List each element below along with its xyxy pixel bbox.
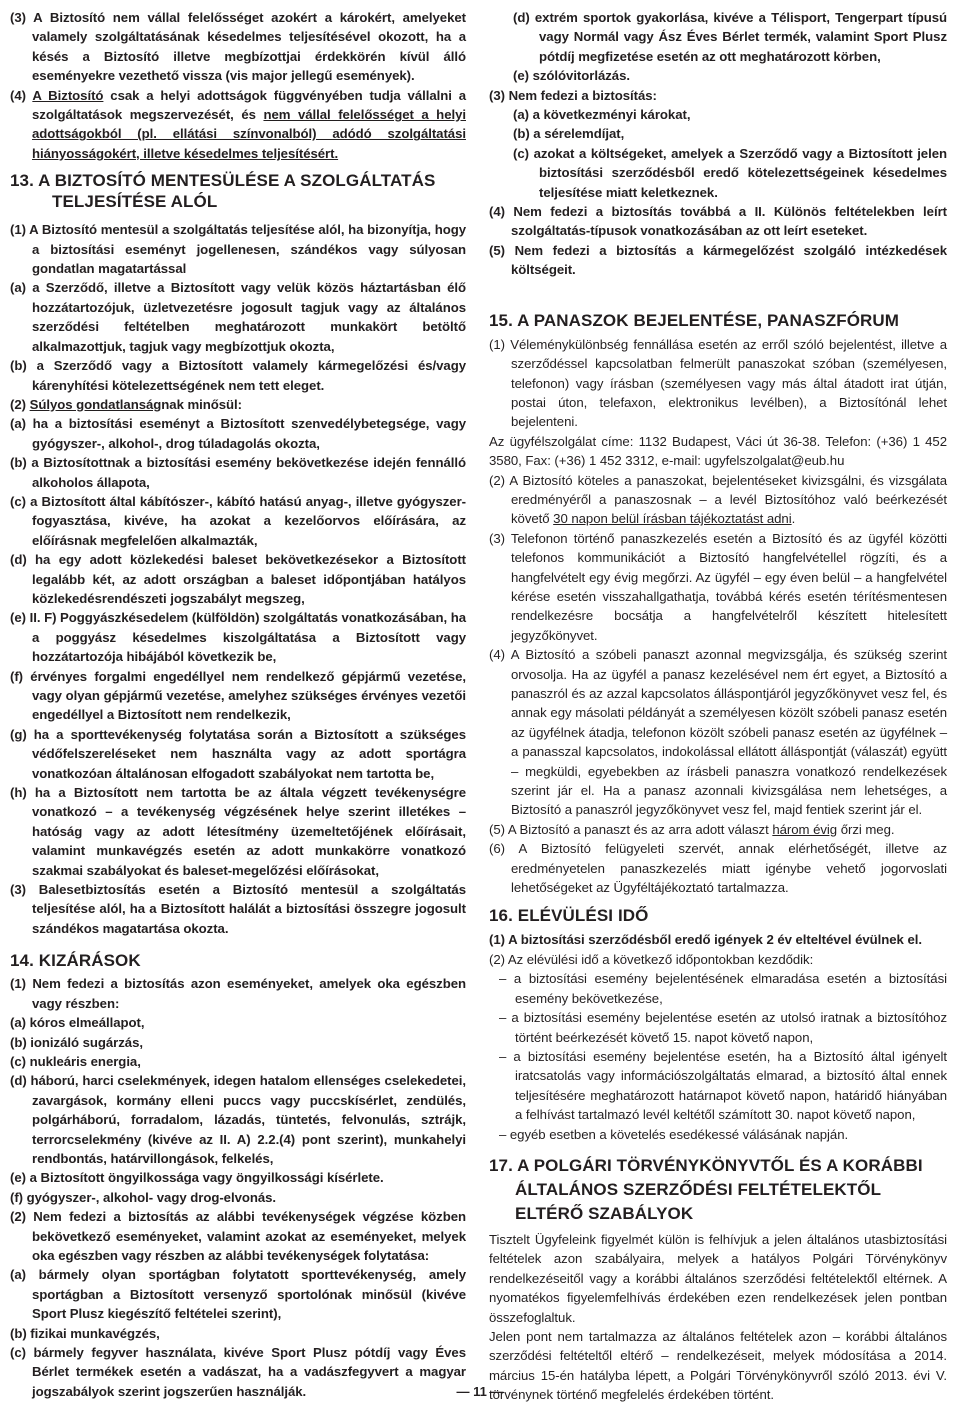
clause-15-5-period: három évig xyxy=(772,821,838,837)
clause-13-2c: (c) a Biztosított által kábítószer-, kábító hatású anyag-, illetve gyógyszer-fogyasztása, kivéve, ha azokat a kezelőorvos előírására, az előírásnak megfelelően alkalmazták, xyxy=(10,493,466,548)
clause-14-3a: (a) a következményi károkat, xyxy=(513,107,691,123)
clause-14-1e: (e) a Biztosított öngyilkossága vagy öngyilkossági kísérlete. xyxy=(10,1170,384,1186)
clause-13-2g: (g) ha a sporttevékenység folytatása során a Biztosított a szükséges védőfelszereléseket nem használta vagy az adott sportágra vonatkozóan általánosan elfogadott szabályokat nem tartotta be, xyxy=(10,726,466,781)
clause-13-2 xyxy=(10,395,466,414)
clause-15-6: (6) A Biztosító felügyeleti szervét, annak elérhetőségét, illetve az eredményetelen panaszkezelés miatt igénybe vehető jogorvoslati lehetőségeket az Ügyféltájékoztató tartalmazza. xyxy=(489,841,947,896)
clause-16-dash-3: – a biztosítási esemény bejelentése esetén, ha a Biztosító által igényelt iratcsatolás vagy információszolgáltatás elmarad, a biztosító által ennek teljesítésére meghatározott határnapot követő napon, határidő hiányában a felhívást tartalmazó levél keltétől számított 30. napot követő napon, xyxy=(499,1048,947,1123)
section-13-heading: 13. A BIZTOSÍTÓ MENTESÜLÉSE A SZOLGÁLTATÁS TELJESÍTÉSE ALÓL xyxy=(10,171,436,212)
clause-14-2b: (b) fizikai munkavégzés, xyxy=(10,1325,160,1341)
clause-13-3: (3) Balesetbiztosítás esetén a Biztosító mentesül a szolgáltatás teljesítése alól, ha a Biztosított halálát a biztosítási összegre jogosult szándékos magatartása okozta. xyxy=(10,882,466,936)
clause-15-3: (3) Telefonon történő panaszkezelés esetén a Biztosító és az ügyfél közötti telefonos kommunikációt a Biztosító hangfelvétellel rögzíti, és a hangfelvételt egy évig megőrzi. Az ügyfél – egy éven belül – a hangfelvétel kérése esetén visszahallgathatja, továbbá kérés esetén térítésmentesen rendelkezésre bocsátja a hangfelvételről készített hitelesített jegyzőkönyvet. xyxy=(489,530,947,643)
clause-17-paragraph-2: Jelen pont nem tartalmazza az általános feltételek azon – korábbi általános szerződési feltételtől eltérő – rendelkezéseit, melyek módosítása a 2014. március 15-én hatályba lépett, a Polgári Törvénykönyvről szóló 2013. évi V. törvénynek történő megfelelés érdekében történt. xyxy=(489,1328,947,1403)
left-column xyxy=(10,8,466,1401)
clause-13-1b: (b) a Szerződő vagy a Biztosított valamely kármegelőzési és/vagy kárenyhítési kötelezettségének nem tett eleget. xyxy=(10,358,466,393)
clause-13-2h: (h) ha a Biztosított nem tartotta be az általa végzett tevékenységre vonatkozó – a tevékenység végzésének helye szerint illetékes – hatóság vagy az adott létesítmény üzemeltetőjének előírásait, valamint munkavégzés esetén az adott munkakörre vonatkozó szakmai szabályokat és baleset-megelőzési előírásokat, xyxy=(10,785,466,878)
clause-13-2a: (a) ha a biztosítási eseményt a Biztosított szenvedélybetegsége, vagy gyógyszer-, alkohol-, drog túladagolás okozta, xyxy=(10,416,466,451)
clause-14-2e: (e) szólóvitorlázás. xyxy=(513,68,630,84)
clause-15-1: (1) Véleménykülönbség fennállása esetén az erről szóló bejelentést, illetve a szerződéssel kapcsolatban felmerült panaszokat szóban (személyesen, telefonon) vagy írásban (személyesen vagy más által átadott irat útján, postai úton, telefaxon, elektronikus levélben), a Biztosítónál lehet bejelenteni. xyxy=(489,336,947,430)
clause-16-dash-1: – a biztosítási esemény bejelentésének elmaradása esetén a biztosítási esemény bekövetkezése, xyxy=(499,971,947,1006)
clause-12-3: (3) A Biztosító nem vállal felelősséget azokért a károkért, amelyeket valamely szolgáltatásának késedelmes teljesítésével okozott, ha a késés a Biztosító illetve megbízottjai érdekkörén kívül álló eseményekre vezethető vissza (vis major jellegű események). xyxy=(10,10,466,84)
clause-13-2b: (b) a Biztosítottnak a biztosítási esemény bekövetkezése idején fennálló alkoholos állapota, xyxy=(10,455,466,490)
clause-14-1d: (d) háború, harci cselekmények, idegen hatalom ellenséges cselekedetei, zavargások, kormány elleni puccs vagy puccskísérlet, zendülés, polgárháború, forradalom, lázadás, tüntetés, felvonulás, sztrájk, terrorcselekmény (kivéve az II. A) 2.2.(4) pont szerint), munkahelyi rendbontás, határvillongások, felkelés, xyxy=(10,1073,466,1166)
clause-16-1: (1) A biztosítási szerződésből eredő igények 2 év elteltével évülnek el. xyxy=(489,932,922,948)
clause-14-2d: (d) extrém sportok gyakorlása, kivéve a Télisport, Tengerpart típusú vagy Normál vagy Ász Éves Bérlet termék, valamint Sport Plusz pótdíj megfizetése esetén az ott meghatározott körben, xyxy=(513,10,947,64)
clause-14-3c: (c) azokat a költségeket, amelyek a Szerződő vagy a Biztosított jelen biztosítási szerződésből eredő kötelezettségeinek késedelmes teljesítése miatt keletkeznek. xyxy=(513,145,947,200)
clause-14-2: (2) Nem fedezi a biztosítás az alábbi tevékenységek végzése közben bekövetkező eseményeket, valamint azokat az eseményeket, melyek oka egészben vagy részben az alábbi tevékenységek folytatása: xyxy=(10,1209,466,1263)
clause-14-2a: (a) bármely olyan sportágban folytatott sporttevékenység, amely sportágban a Biztosított versenyző sportolónak minősül (kivéve Sport Plusz kiegészítő feltételei szerint), xyxy=(10,1267,466,1322)
clause-15-5-end: őrzi meg. xyxy=(837,821,895,837)
clause-12-4-insurer: A Biztosító xyxy=(32,87,104,103)
clause-15-2 xyxy=(489,471,947,529)
clause-15-2-deadline: 30 napon belül írásban tájékoztatást adni xyxy=(553,511,792,527)
clause-13-2f: (f) érvényes forgalmi engedéllyel nem rendelkező gépjármű vezetése, vagy olyan gépjármű vezetése, amelyhez szükséges érvényes vezetői engedéllyel a Biztosított nem rendelkezik, xyxy=(10,668,466,723)
section-15-heading: 15. A PANASZOK BEJELENTÉSE, PANASZFÓRUM xyxy=(489,310,900,330)
clause-14-3b: (b) a sérelemdíjat, xyxy=(513,126,625,142)
clause-15-5 xyxy=(489,820,947,839)
clause-14-1c: (c) nukleáris energia, xyxy=(10,1053,141,1069)
clause-14-2c: (c) bármely fegyver használata, kivéve Sport Plusz pótdíj vagy Éves Bérlet termékek esetén a vadászat, ha a vadászfegyvert a magyar jogszabályok szerint jogszerűen használják. xyxy=(10,1345,466,1399)
clause-14-4: (4) Nem fedezi a biztosítás továbbá a II. Különös feltételekben leírt szolgáltatás-típusok vonatkozásában az ott leírt eseteket. xyxy=(489,204,947,239)
clause-12-4-num: (4) xyxy=(10,87,33,103)
clause-13-2-num: (2) xyxy=(10,396,30,412)
clause-14-5: (5) Nem fedezi a biztosítás a kármegelőzést szolgáló intézkedések költségeit. xyxy=(489,242,947,278)
clause-16-2: (2) Az elévülési idő a következő időpontokban kezdődik: xyxy=(489,951,814,967)
clause-15-2-text: (2) A Biztosító köteles a panaszokat, bejelentéseket kivizsgálni, és vizsgálata eredményéről a panaszosnak – a levél Biztosítóhoz való beérkezését követő xyxy=(489,472,947,527)
clause-17-paragraph-1: Tisztelt Ügyfeleink figyelmét külön is felhívjuk a jelen általános utasbiztosítási feltételek azon szabályaira, melyek a hatályos Polgári Törvénykönyv rendelkezéseitől vagy a korábbi általános szerződési feltételektől eltérnek. A nyomatékos figyelemfelhívás érdekében ezen rendelkezések jelen pontban összefoglaltuk. xyxy=(489,1231,947,1325)
page-number: — 11 — xyxy=(456,1384,504,1399)
clause-12-4 xyxy=(10,86,466,164)
clause-14-1a: (a) kóros elmeállapot, xyxy=(10,1015,145,1031)
clause-14-1: (1) Nem fedezi a biztosítás azon eseményeket, amelyek oka egészben vagy részben: xyxy=(10,976,466,1011)
clause-13-2d: (d) ha egy adott közlekedési baleset bekövetkezésekor a Biztosított legalább két, az adott országban a baleset időpontjában hatályos közlekedésrendészeti jogszabályt megszeg, xyxy=(10,552,466,606)
clause-15-address: Az ügyfélszolgálat címe: 1132 Budapest, Váci út 36-38. Telefon: (+36) 1 452 3580, Fax: (+36) 1 452 3312, e-mail: ugyfelszolgalat@eub.hu xyxy=(489,433,947,469)
clause-15-2-end: . xyxy=(791,511,796,527)
clause-14-3: (3) Nem fedezi a biztosítás: xyxy=(489,87,657,103)
clause-14-1f: (f) gyógyszer-, alkohol- vagy drog-elvonás. xyxy=(10,1189,277,1205)
clause-14-1b: (b) ionizáló sugárzás, xyxy=(10,1034,143,1050)
section-16-heading: 16. ELÉVÜLÉSI IDŐ xyxy=(489,906,649,926)
clause-15-4: (4) A Biztosító a szóbeli panaszt azonnal megvizsgálja, és szükség szerint orvosolja. Ha az ügyfél a panasz kezelésével nem ért egyet, a Biztosító a panaszról és az azzal kapcsolatos álláspontjáról jegyzőkönyvet vesz fel, és annak egy másolati példányát a személyesen közölt szóbeli panasz esetén az ügyfélnek átadja, telefonon közölt szóbeli panasz esetén az ügyfélnek – a panasszal kapcsolatos, indokolással ellátott álláspontját (válaszát) együtt – megküldi, egyebekben az írásbeli panaszra vonatkozó rendelkezések szerint jár el. Ha a panasz azonnali kivizsgálása nem lehetséges, a Biztosító a panaszról jegyzőkönyvet vesz fel, majd fentiek szerint jár el. xyxy=(489,647,947,818)
clause-12-4-no-liability: nem vállal felelősséget a helyi adottságokból (pl. ellátási színvonalból) adódó szolgáltatási hiányosságokért, illetve késedelmes teljesítésért. xyxy=(32,107,466,161)
clause-13-1a: (a) a Szerződő, illetve a Biztosított vagy velük közös háztartásban élő hozzátartozójuk, üzletvezetésre jogosult tagjuk vagy az általános szerződési feltételben meghatározott munkakört betöltő alkalmazottjuk, tagjuk vagy megbízottjuk okozta, xyxy=(10,280,466,354)
section-17-heading: 17. A POLGÁRI TÖRVÉNYKÖNYVTŐL ÉS A KORÁBBI ÁLTALÁNOS SZERZŐDÉSI FELTÉTELEKTŐL ELTÉRŐ SZABÁLYOK xyxy=(489,1155,923,1223)
clause-12-4-mid: csak a helyi adottságok függvényében tudja vállalni a szolgáltatások megszervezését, és xyxy=(32,87,467,123)
clause-13-2-rest: nak minősül: xyxy=(161,396,243,412)
clause-13-2-term: Súlyos gondatlanság xyxy=(29,396,162,412)
right-column xyxy=(489,8,947,1405)
clause-16-dash-2: – a biztosítási esemény bejelentése esetén az utolsó iratnak a biztosítóhoz történt beérkezését követő 15. napot követő napon, xyxy=(499,1010,947,1045)
section-14-heading: 14. KIZÁRÁSOK xyxy=(10,951,141,971)
clause-16-dash-4: – egyéb esetben a követelés esedékessé válásának napján. xyxy=(499,1126,849,1142)
clause-13-2e: (e) II. F) Poggyászkésedelem (külföldön) szolgáltatás vonatkozásában, ha a poggyász késedelmes kiszolgáltatása a Biztosított vagy hozzátartozója hibájából következik be, xyxy=(10,610,466,665)
clause-15-5-text: (5) A Biztosító a panaszt és az arra adott választ xyxy=(489,821,773,837)
clause-13-1: (1) A Biztosító mentesül a szolgáltatás teljesítése alól, ha bizonyítja, hogy a biztosítási eseményt jogellenesen, szándékos vagy súlyosan gondatlan magatartással xyxy=(10,222,466,277)
